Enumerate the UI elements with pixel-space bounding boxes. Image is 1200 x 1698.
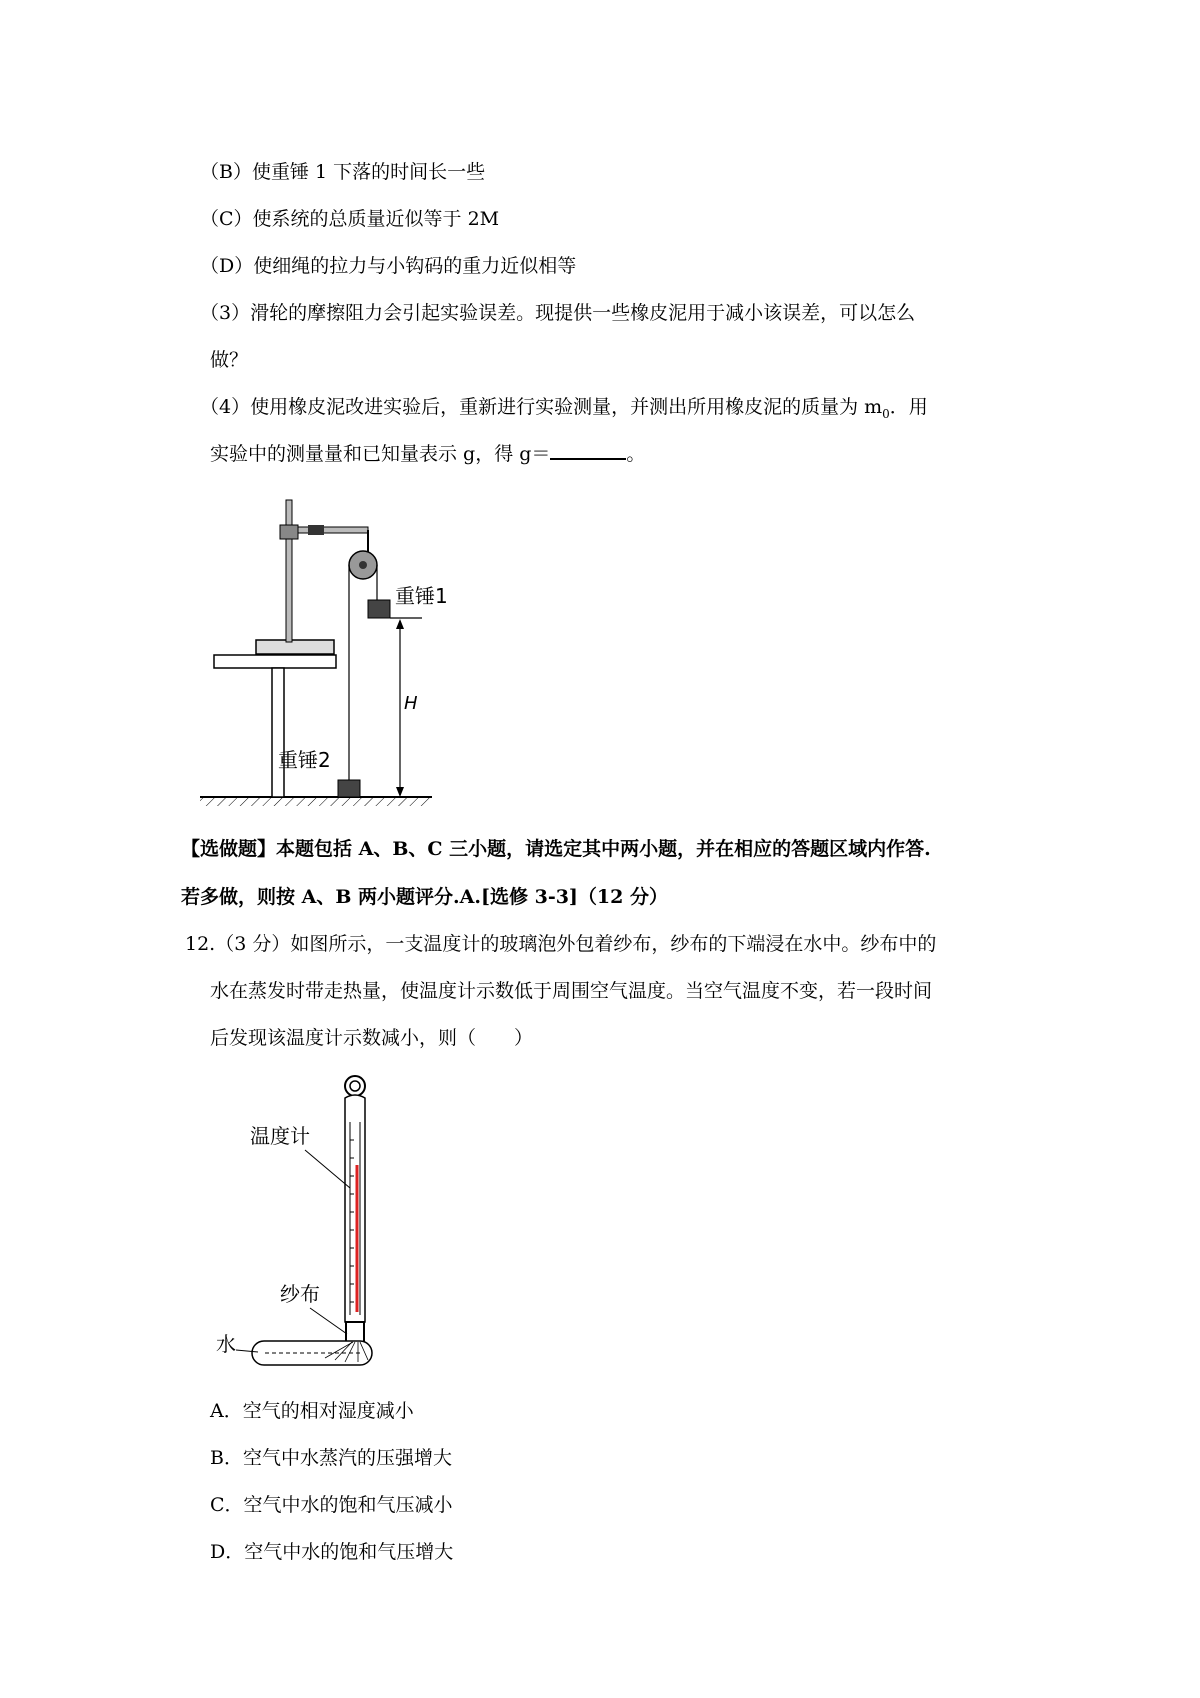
thermometer-figure [210,1070,410,1370]
elective-heading-line2: 若多做，则按 A、B 两小题评分.A.[选修 3-3]（12 分） [181,886,668,908]
pulley-apparatus-figure [200,495,448,815]
question-4-formula-text: 实验中的测量量和已知量表示 g，得 g＝ [210,443,551,465]
stand-rod [286,500,292,642]
question-12-line2: 水在蒸发时带走热量，使温度计示数低于周围空气温度。当空气温度不变，若一段时间 [210,980,933,1002]
table-top [214,655,336,668]
table-leg [272,668,284,797]
question-4-text-end: ．用 [889,396,928,418]
height-label: H [404,693,418,714]
question-4-line2 [210,440,645,468]
option-d: （D）使细绳的拉力与小钩码的重力近似相等 [200,255,577,277]
question-12-line1: 12.（3 分）如图所示，一支温度计的玻璃泡外包着纱布，纱布的下端浸在水中。纱布中的 [185,933,937,955]
option-b-12[interactable]: B．空气中水蒸汽的压强增大 [210,1447,452,1469]
question-3-line2: 做？ [210,349,249,371]
gauze [346,1322,364,1342]
thermometer-body [345,1095,365,1322]
question-4-text: （4）使用橡皮泥改进实验后，重新进行实验测量，并测出所用橡皮泥的质量为 m [200,396,883,418]
question-12-line3: 后发现该温度计示数减小，则（ ） [210,1027,534,1049]
thermometer-label: 温度计 [250,1124,310,1148]
stand-base [256,640,334,654]
option-d-12[interactable]: D．空气中水的饱和气压增大 [210,1541,454,1563]
question-4-subscript: 0 [882,406,890,421]
elective-heading-line1: 【选做题】本题包括 A、B、C 三小题，请选定其中两小题，并在相应的答题区域内作答. [181,838,931,860]
option-a[interactable]: A．空气的相对湿度减小 [210,1400,414,1422]
weight-1 [368,600,390,618]
gauze-label: 纱布 [280,1282,320,1306]
question-3-line1: （3）滑轮的摩擦阻力会引起实验误差。现提供一些橡皮泥用于减小该误差，可以怎么 [200,302,916,324]
water-label: 水 [216,1332,236,1356]
option-c: （C）使系统的总质量近似等于 2M [200,208,500,230]
weight-2 [338,780,360,797]
weight-1-label: 重锤1 [395,584,448,608]
ground-hatch [200,798,432,806]
question-4-period: 。 [626,443,646,465]
option-b: （B）使重锤 1 下落的时间长一些 [200,161,486,183]
question-4-line1 [200,393,928,428]
answer-blank[interactable] [550,440,626,460]
option-c-12[interactable]: C．空气中水的饱和气压减小 [210,1494,453,1516]
weight-2-label: 重锤2 [278,748,331,772]
arm-knob [308,525,324,535]
clamp [280,525,298,539]
